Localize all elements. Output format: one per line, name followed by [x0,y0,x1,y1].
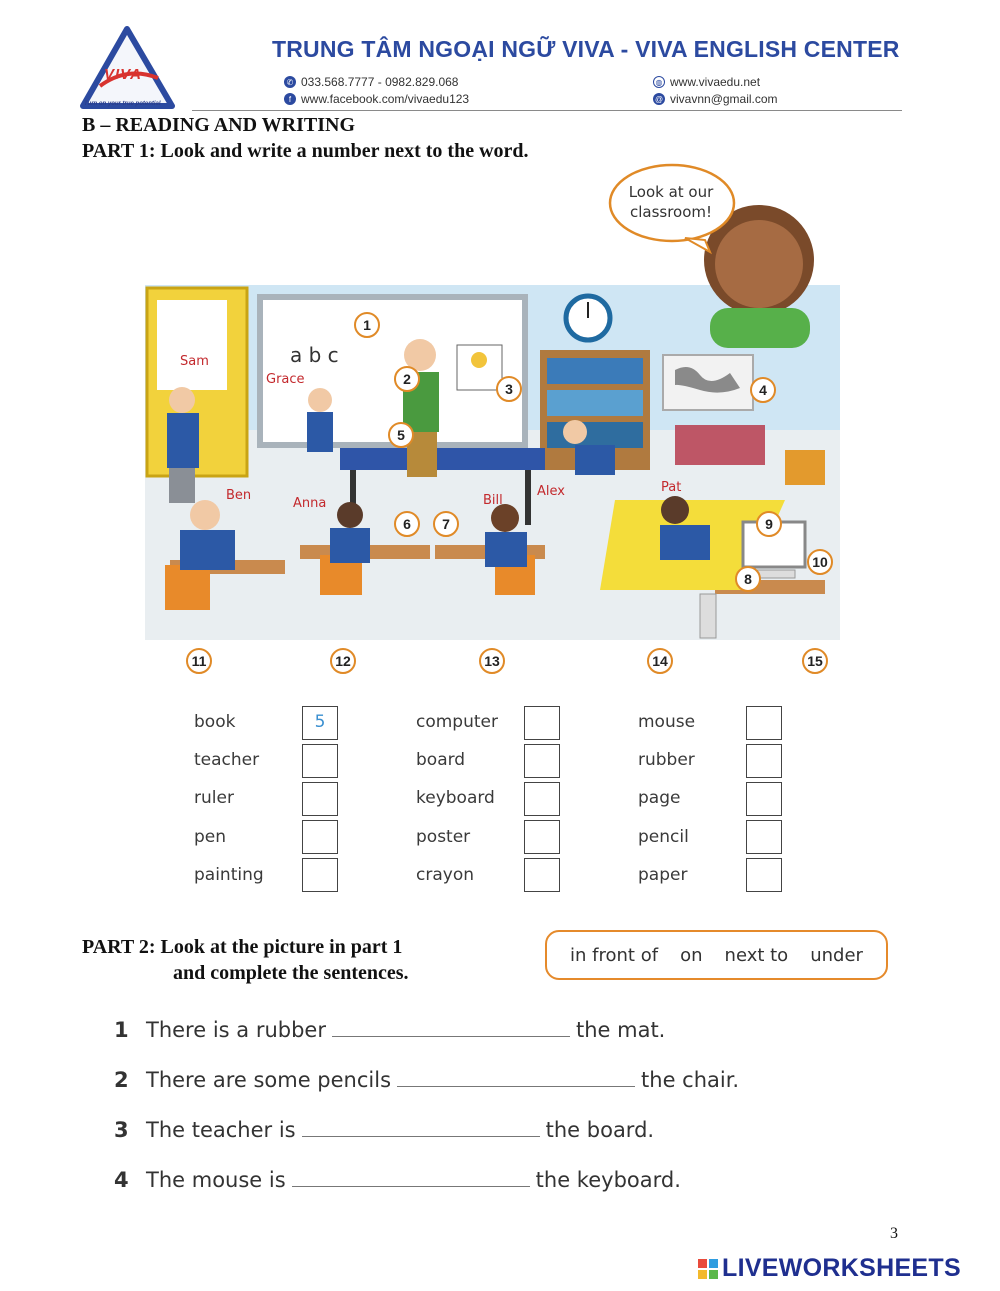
phone-text: 033.568.7777 - 0982.829.068 [301,75,459,89]
label-grace: Grace [266,372,305,387]
answer-box-crayon[interactable] [524,858,560,892]
sentence-blank-1[interactable] [332,1019,570,1037]
word-page: page [638,788,681,808]
word-book: book [194,712,236,732]
sentence-number: 4 [114,1168,129,1192]
marker-1: 1 [354,312,380,338]
liveworksheets-text: LIVEWORKSHEETS [722,1254,961,1282]
answer-box-rubber[interactable] [746,744,782,778]
sentence-2 [114,1068,739,1092]
word-painting: painting [194,865,264,885]
answer-box-paper[interactable] [746,858,782,892]
logo-tagline: Turn on your true potential [84,101,161,107]
label-sam: Sam [180,354,209,369]
answer-box-painting[interactable] [302,858,338,892]
answer-box-poster[interactable] [524,820,560,854]
answer-box-teacher[interactable] [302,744,338,778]
sentence-after: the chair. [641,1068,740,1092]
answer-box-pencil[interactable] [746,820,782,854]
marker-15: 15 [802,648,828,674]
word-bank-item: in front of [570,944,659,966]
email-text[interactable]: vivavnn@gmail.com [670,92,778,106]
classroom-scene [145,160,840,640]
word-bank-item: next to [724,944,789,966]
word-bank [545,930,888,980]
sentence-blank-4[interactable] [292,1169,530,1187]
label-anna: Anna [293,496,327,511]
sentence-before: The mouse is [146,1168,286,1192]
marker-8: 8 [735,566,761,592]
marker-6: 6 [394,511,420,537]
sentence-before: The teacher is [146,1118,296,1142]
answer-box-book[interactable]: 5 [302,706,338,740]
email-contact [653,92,778,106]
answer-box-mouse[interactable] [746,706,782,740]
website-contact [653,75,760,89]
logo-text: VIVA [104,66,142,83]
word-ruler: ruler [194,788,234,808]
sentence-after: the board. [545,1118,655,1142]
sentence-number: 2 [114,1068,129,1092]
section-title: B – READING AND WRITING [82,114,356,136]
facebook-text[interactable]: www.facebook.com/vivaedu123 [301,92,470,106]
word-poster: poster [416,827,471,847]
sentence-1 [114,1018,665,1042]
word-computer: computer [416,712,498,732]
phone-contact [284,75,458,89]
part2-title-line1: PART 2: Look at the picture in part 1 [82,936,403,958]
board-letters: a b c [290,343,339,367]
label-ben: Ben [226,488,252,503]
facebook-icon: f [284,93,296,105]
marker-2: 2 [394,366,420,392]
word-keyboard: keyboard [416,788,495,808]
part1-title: PART 1: Look and write a number next to the word. [82,140,529,162]
sentence-3 [114,1118,654,1142]
word-bank-item: under [810,944,863,966]
part2-title-line2: and complete the sentences. [173,962,409,984]
word-crayon: crayon [416,865,474,885]
word-paper: paper [638,865,688,885]
answer-box-board[interactable] [524,744,560,778]
word-pencil: pencil [638,827,689,847]
marker-12: 12 [330,648,356,674]
sentence-number: 3 [114,1118,129,1142]
marker-13: 13 [479,648,505,674]
facebook-contact [284,92,469,106]
website-text[interactable]: www.vivaedu.net [670,75,761,89]
sentence-blank-3[interactable] [302,1119,540,1137]
sentence-number: 1 [114,1018,129,1042]
mail-icon: @ [654,94,664,104]
label-bill: Bill [483,493,503,508]
marker-14: 14 [647,648,673,674]
sentence-before: There are some pencils [146,1068,392,1092]
globe-icon: ◍ [653,76,665,88]
liveworksheets-logo-icon [698,1259,718,1279]
answer-box-page[interactable] [746,782,782,816]
liveworksheets-brand [698,1254,961,1283]
sentence-before: There is a rubber [146,1018,326,1042]
label-pat: Pat [661,480,682,495]
bubble-line-1: Look at our [628,183,714,201]
header-divider [192,110,902,111]
word-board: board [416,750,466,770]
marker-5: 5 [388,422,414,448]
marker-10: 10 [807,549,833,575]
phone-icon: ✆ [284,76,296,88]
speech-bubble [612,182,730,222]
page-number: 3 [890,1225,898,1242]
answer-box-pen[interactable] [302,820,338,854]
word-teacher: teacher [194,750,260,770]
marker-4: 4 [750,377,776,403]
bubble-line-2: classroom! [629,203,713,221]
marker-3: 3 [496,376,522,402]
answer-box-keyboard[interactable] [524,782,560,816]
marker-9: 9 [756,511,782,537]
marker-11: 11 [186,648,212,674]
answer-box-ruler[interactable] [302,782,338,816]
word-mouse: mouse [638,712,696,732]
center-name: TRUNG TÂM NGOẠI NGỮ VIVA - VIVA ENGLISH CENTER [272,36,900,62]
word-rubber: rubber [638,750,695,770]
word-pen: pen [194,827,227,847]
label-alex: Alex [537,484,565,499]
classroom-illustration [145,160,840,640]
answer-box-computer[interactable] [524,706,560,740]
marker-7: 7 [433,511,459,537]
sentence-after: the keyboard. [535,1168,681,1192]
sentence-4 [114,1168,681,1192]
sentence-blank-2[interactable] [397,1069,635,1087]
word-bank-item: on [680,944,703,966]
sentence-after: the mat. [575,1018,666,1042]
